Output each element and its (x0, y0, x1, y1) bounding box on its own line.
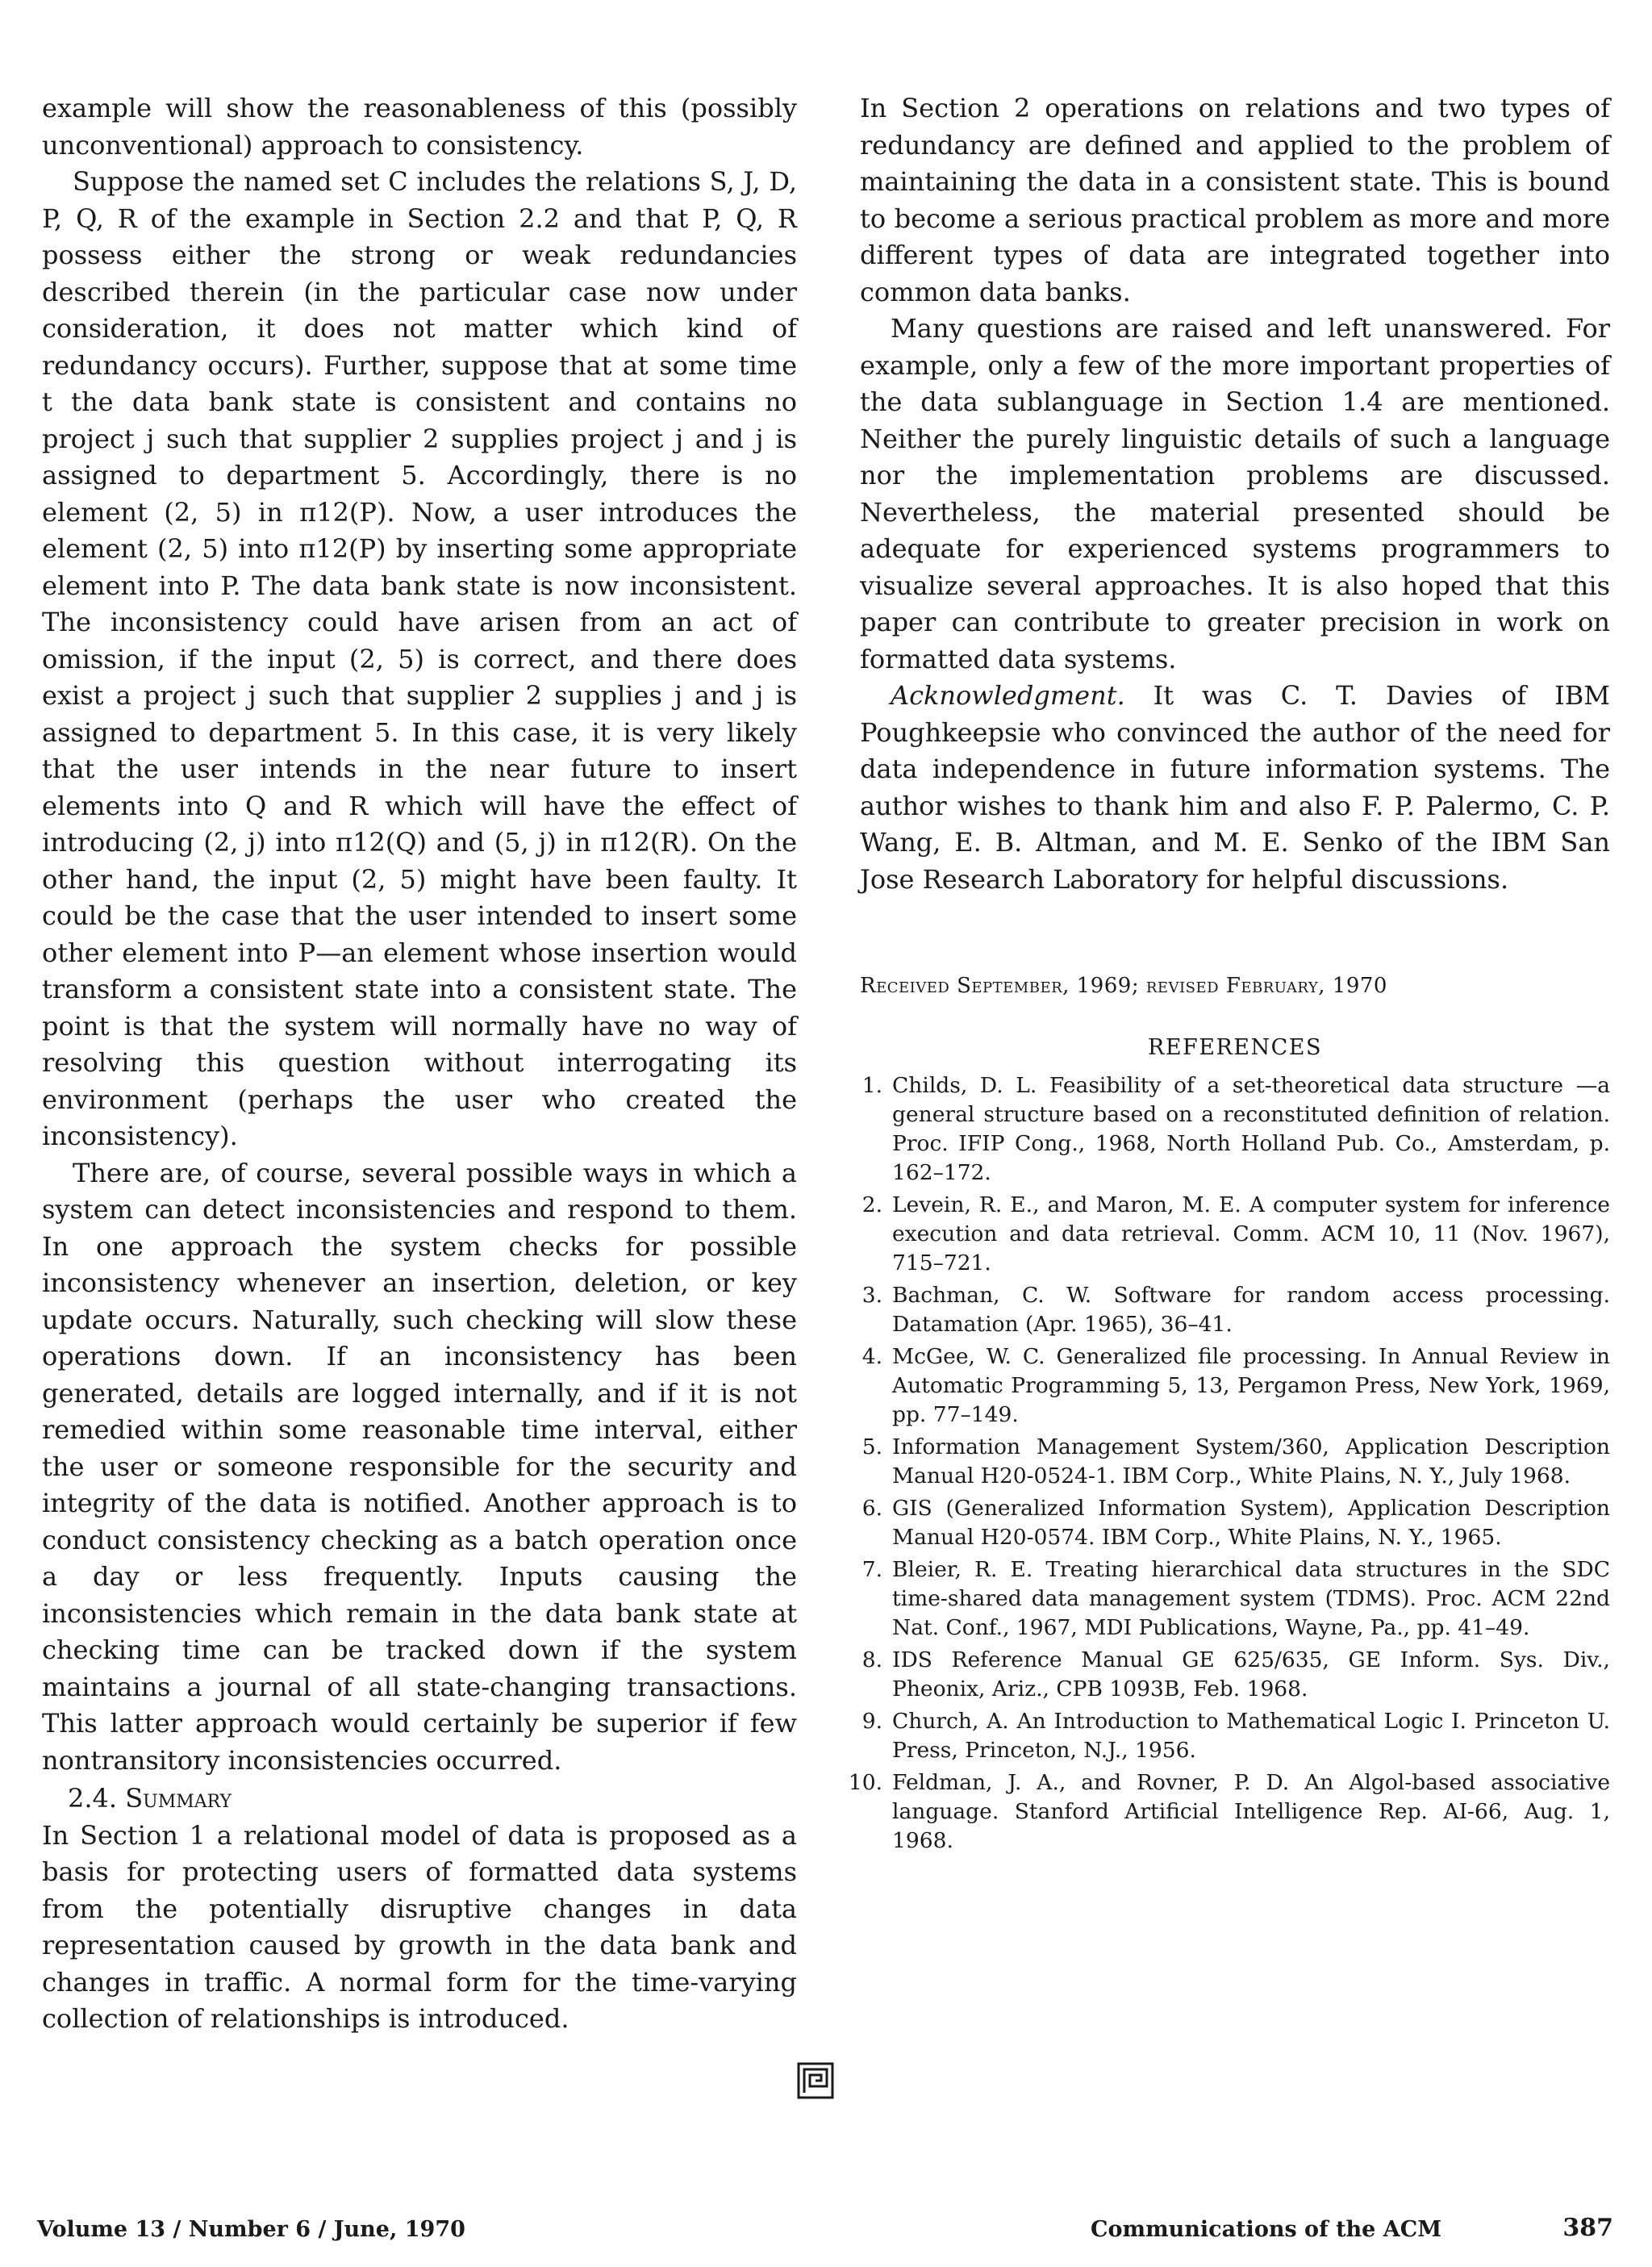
reference-text: Feldman, J. A., and Rovner, P. D. An Algol-based associative language. Stanford Artificial Intelligence Rep. AI-66, Aug. 1, 1968. (892, 1770, 1610, 1853)
reference-number: 1. (861, 1073, 882, 1098)
reference-number: 6. (861, 1496, 882, 1521)
reference-number: 2. (861, 1192, 882, 1217)
reference-item (860, 1191, 1610, 1278)
footer-journal-name: Communications of the ACM (1091, 2217, 1442, 2242)
reference-number: 3. (861, 1283, 882, 1308)
received-line: Received September, 1969; revised February, 1970 (860, 974, 1387, 998)
references-list (848, 1071, 1610, 1856)
reference-text: Bleier, R. E. Treating hierarchical data structures in the SDC time-shared data management system (TDMS). Proc. ACM 22nd Nat. Conf., 1967, MDI Publications, Wayne, Pa., pp. 41–49. (892, 1557, 1610, 1640)
right-column (848, 90, 1610, 1859)
page-number: 387 (1562, 2214, 1613, 2242)
left-paragraph-1: example will show the reasonableness of this (possibly unconventional) approach to consistency. (42, 93, 797, 161)
right-paragraph-1: In Section 2 operations on relations and two types of redundancy are defined and applied to the problem of maintaining the data in a consistent state. This is bound to become a serious practical problem as more and more different types of data are integrated together into common data banks. (860, 93, 1610, 307)
references-title: REFERENCES (1147, 1035, 1322, 1060)
reference-number: 8. (861, 1647, 882, 1672)
left-column (42, 90, 797, 2038)
reference-item (860, 1281, 1610, 1339)
section-heading (68, 1781, 797, 1818)
reference-text: Levein, R. E., and Maron, M. E. A computer system for inference execution and data retrieval. Comm. ACM 10, 11 (Nov. 1967), 715–721. (892, 1192, 1610, 1275)
reference-item (860, 1494, 1610, 1552)
reference-text: McGee, W. C. Generalized file processing. In Annual Review in Automatic Programming 5, 13, Pergamon Press, New York, 1969, pp. 77–149. (892, 1344, 1610, 1427)
footer-volume-info: Volume 13 / Number 6 / June, 1970 (37, 2217, 465, 2242)
left-paragraph-3: There are, of course, several possible ways in which a system can detect inconsistencies and respond to them. In one approach the system checks for possible inconsistency whenever an insertion, deletion, or key update occurs. Naturally, such checking will slow these operations down. If an inconsistency has been generated, details are logged internally, and if it is not remedied within some reasonable time interval, either the user or someone responsible for the security and integrity of the data is notified. Another approach is to conduct consistency checking as a batch operation once a day or less frequently. Inputs causing the inconsistencies which remain in the data bank state at checking time can be tracked down if the system maintains a journal of all state-changing transactions. This latter approach would certainly be superior if few nontransitory inconsistencies occurred. (42, 1157, 797, 1776)
reference-text: GIS (Generalized Information System), Application Description Manual H20-0574. IBM Corp., White Plains, N. Y., 1965. (892, 1496, 1610, 1550)
reference-number: 7. (861, 1557, 882, 1582)
reference-text: Bachman, C. W. Software for random access processing. Datamation (Apr. 1965), 36–41. (892, 1283, 1610, 1337)
reference-item (860, 1646, 1610, 1704)
reference-number: 5. (861, 1434, 882, 1459)
reference-number: 9. (861, 1709, 882, 1734)
acm-logo-icon (797, 2062, 834, 2099)
reference-text: IDS Reference Manual GE 625/635, GE Inform. Sys. Div., Pheonix, Ariz., CPB 1093B, Feb. 1968. (892, 1647, 1610, 1701)
reference-number: 10. (848, 1770, 882, 1795)
reference-item (860, 1342, 1610, 1430)
left-paragraph-2: Suppose the named set C includes the relations S, J, D, P, Q, R of the example in Section 2.2 and that P, Q, R possess either the strong or weak redundancies described therein (in the particular case now under consideration, it does not matter which kind of redundancy occurs). Further, suppose that at some time t the data bank state is consistent and contains no project j such that supplier 2 supplies project j and j is assigned to department 5. Accordingly, there is no element (2, 5) in π12(P). Now, a user introduces the element (2, 5) into π12(P) by inserting some appropriate element into P. The data bank state is now inconsistent. The inconsistency could have arisen from an act of omission, if the input (2, 5) is correct, and there does exist a project j such that supplier 2 supplies j and j is assigned to department 5. In this case, it is very likely that the user intends in the near future to insert elements into Q and R which will have the effect of introducing (2, j) into π12(Q) and (5, j) in π12(R). On the other hand, the input (2, 5) might have been faulty. It could be the case that the user intended to insert some other element into P—an element whose insertion would transform a consistent state into a consistent state. The point is that the system will normally have no way of resolving this question without interrogating its environment (perhaps the user who created the inconsistency). (42, 166, 797, 1151)
reference-text: Information Management System/360, Application Description Manual H20-0524-1. IBM Corp., White Plains, N. Y., July 1968. (892, 1434, 1610, 1488)
reference-item (860, 1433, 1610, 1491)
reference-item (848, 1768, 1610, 1856)
acknowledgment-label: Acknowledgment. (891, 680, 1125, 711)
reference-item (860, 1071, 1610, 1188)
reference-number: 4. (861, 1344, 882, 1369)
reference-text: Childs, D. L. Feasibility of a set-theoretical data structure —a general structure based on a reconstituted definition of relation. Proc. IFIP Cong., 1968, North Holland Pub. Co., Amsterdam, p. 162–172. (892, 1073, 1610, 1185)
right-paragraph-2: Many questions are raised and left unanswered. For example, only a few of the more important properties of the data sublanguage in Section 1.4 are mentioned. Neither the purely linguistic details of such a language nor the implementation problems are discussed. Nevertheless, the material presented should be adequate for experienced systems programmers to visualize several approaches. It is also hoped that this paper can contribute to greater precision in work on formatted data systems. (860, 313, 1610, 674)
reference-item (860, 1555, 1610, 1643)
acknowledgment-text: It was C. T. Davies of IBM Poughkeepsie who convinced the author of the need for data independence in future information systems. The author wishes to thank him and also F. P. Palermo, C. P. Wang, E. B. Altman, and M. E. Senko of the IBM San Jose Research Laboratory for helpful discussions. (860, 680, 1610, 895)
reference-text: Church, A. An Introduction to Mathematical Logic I. Princeton U. Press, Princeton, N.J., 1956. (892, 1709, 1610, 1763)
acknowledgment (860, 678, 1610, 898)
section-number: 2.4. (68, 1783, 118, 1814)
reference-item (860, 1707, 1610, 1765)
left-paragraph-4: In Section 1 a relational model of data is proposed as a basis for protecting users of formatted data systems from the potentially disruptive changes in data representation caused by growth in the data bank and changes in traffic. A normal form for the time-varying collection of relationships is introduced. (42, 1819, 797, 2034)
section-title: Summary (125, 1783, 232, 1814)
